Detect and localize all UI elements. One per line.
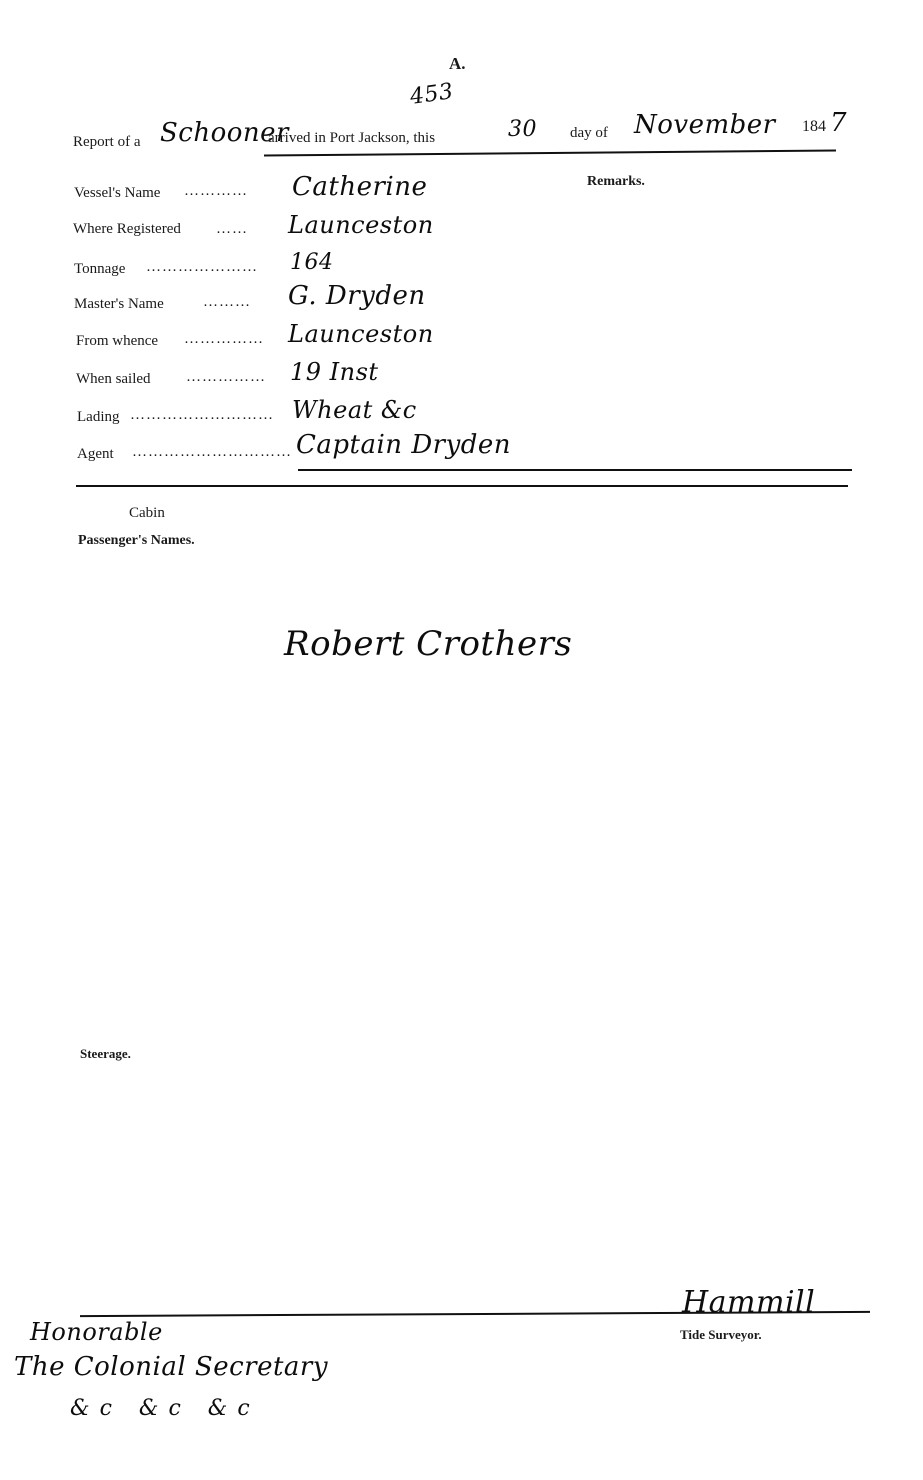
field-label: Vessel's Name [74, 185, 161, 201]
field-label: When sailed [76, 371, 151, 387]
field-value: Launceston [288, 211, 434, 239]
report-year-written: 7 [830, 108, 848, 138]
report-prefix: Report of a [73, 134, 141, 150]
field-dots: ………………………… [132, 444, 292, 460]
cabin-passenger-name: Robert Crothers [284, 624, 573, 664]
reference-number: 453 [408, 79, 456, 110]
field-dots: …………… [184, 331, 264, 347]
field-label: Master's Name [74, 296, 164, 312]
field-dots: ………………… [146, 259, 258, 275]
fields-rule-lower [76, 485, 848, 487]
field-label: Lading [77, 409, 120, 425]
remarks-label: Remarks. [587, 174, 645, 189]
report-day-of: day of [570, 125, 608, 141]
field-dots: ……………………… [130, 407, 274, 423]
field-value: 19 Inst [290, 358, 379, 386]
vessel-type-handwritten: Schooner [160, 118, 289, 148]
field-value: Captain Dryden [296, 430, 512, 460]
fields-rule-upper [298, 469, 852, 471]
field-value: Catherine [292, 172, 428, 202]
address-line-1: Honorable [30, 1318, 163, 1346]
cabin-label: Cabin [129, 505, 165, 521]
field-label: Tonnage [74, 261, 126, 277]
field-value: Launceston [288, 320, 434, 348]
field-label: From whence [76, 333, 159, 349]
form-letter: A. [449, 54, 466, 73]
field-value: G. Dryden [288, 281, 426, 311]
steerage-label: Steerage. [80, 1046, 131, 1061]
report-day: 30 [508, 117, 537, 142]
field-label: Where Registered [73, 221, 181, 237]
field-dots: …………… [186, 369, 266, 385]
surveyor-title: Tide Surveyor. [680, 1327, 762, 1342]
field-value: 164 [290, 250, 334, 275]
address-line-2: The Colonial Secretary [14, 1352, 329, 1382]
report-month: November [634, 110, 776, 140]
field-dots: ……… [203, 294, 251, 310]
field-dots: …… [216, 221, 248, 237]
report-middle: arrived in Port Jackson, this [268, 130, 436, 146]
address-line-3: &c &c &c [70, 1396, 260, 1421]
passenger-names-label: Passenger's Names. [78, 533, 195, 548]
field-value: Wheat &c [292, 396, 417, 424]
report-year-printed: 184 [802, 118, 826, 135]
header-rule [264, 150, 836, 157]
field-label: Agent [77, 446, 114, 462]
surveyor-signature: Hammill [682, 1285, 816, 1320]
field-dots: ………… [184, 183, 248, 199]
